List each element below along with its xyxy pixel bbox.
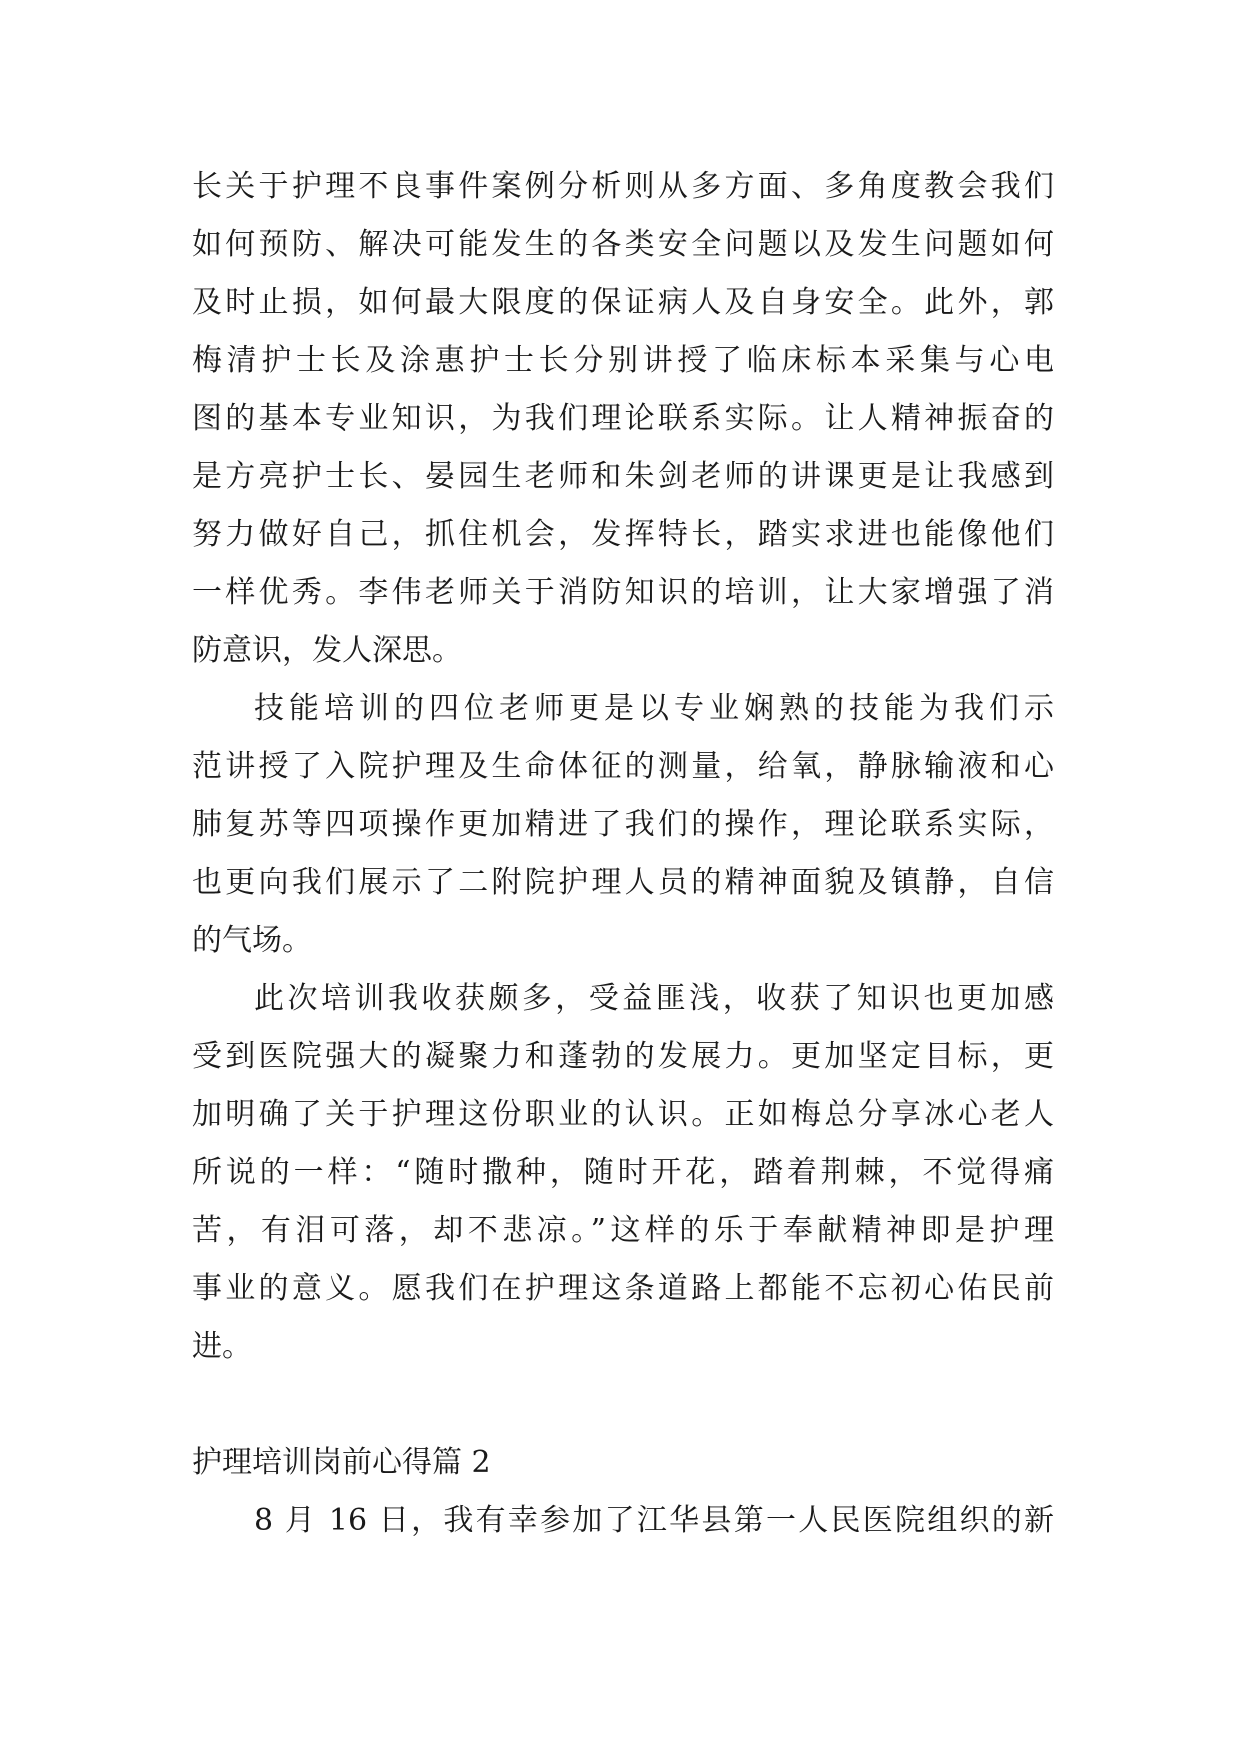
text-line: 技能培训的四位老师更是以专业娴熟的技能为我们示 bbox=[254, 691, 1054, 726]
text-line: 长关于护理不良事件案例分析则从多方面、多角度教会我们 bbox=[192, 169, 1054, 204]
text-line: 范讲授了入院护理及生命体征的测量，给氧，静脉输液和心 bbox=[192, 749, 1054, 784]
text-line: 进。 bbox=[192, 1329, 252, 1364]
paragraph-3 bbox=[192, 970, 1054, 1376]
text-line: 防意识，发人深思。 bbox=[192, 633, 462, 668]
text-line: 所说的一样：“随时撒种，随时开花，踏着荆棘，不觉得痛 bbox=[192, 1155, 1054, 1190]
paragraph-gap bbox=[192, 1376, 1054, 1434]
section-heading: 护理培训岗前心得篇 2 bbox=[192, 1445, 491, 1480]
text-line: 加明确了关于护理这份职业的认识。正如梅总分享冰心老人 bbox=[192, 1097, 1054, 1132]
text-line: 图的基本专业知识，为我们理论联系实际。让人精神振奋的 bbox=[192, 401, 1054, 436]
text-line: 事业的意义。愿我们在护理这条道路上都能不忘初心佑民前 bbox=[192, 1271, 1054, 1306]
paragraph-2 bbox=[192, 680, 1054, 970]
text-line: 受到医院强大的凝聚力和蓬勃的发展力。更加坚定目标，更 bbox=[192, 1039, 1054, 1074]
text-line: 的气场。 bbox=[192, 923, 312, 958]
text-line: 肺复苏等四项操作更加精进了我们的操作，理论联系实际， bbox=[192, 807, 1054, 842]
paragraph-1 bbox=[192, 158, 1054, 680]
text-line: 一样优秀。李伟老师关于消防知识的培训，让大家增强了消 bbox=[192, 575, 1054, 610]
text-line: 是方亮护士长、晏园生老师和朱剑老师的讲课更是让我感到 bbox=[192, 459, 1054, 494]
text-line: 苦，有泪可落，却不悲凉。”这样的乐于奉献精神即是护理 bbox=[192, 1213, 1054, 1248]
text-line: 如何预防、解决可能发生的各类安全问题以及发生问题如何 bbox=[192, 227, 1054, 262]
text-line: 8 月 16 日，我有幸参加了江华县第一人民医院组织的新 bbox=[254, 1503, 1054, 1538]
text-line: 梅清护士长及涂惠护士长分别讲授了临床标本采集与心电 bbox=[192, 343, 1054, 378]
paragraph-4 bbox=[192, 1492, 1054, 1550]
text-line: 也更向我们展示了二附院护理人员的精神面貌及镇静，自信 bbox=[192, 865, 1054, 900]
text-line: 努力做好自己，抓住机会，发挥特长，踏实求进也能像他们 bbox=[192, 517, 1054, 552]
document-body bbox=[192, 158, 1054, 1550]
text-line: 此次培训我收获颇多，受益匪浅，收获了知识也更加感 bbox=[254, 981, 1054, 1016]
text-line: 及时止损，如何最大限度的保证病人及自身安全。此外，郭 bbox=[192, 285, 1054, 320]
